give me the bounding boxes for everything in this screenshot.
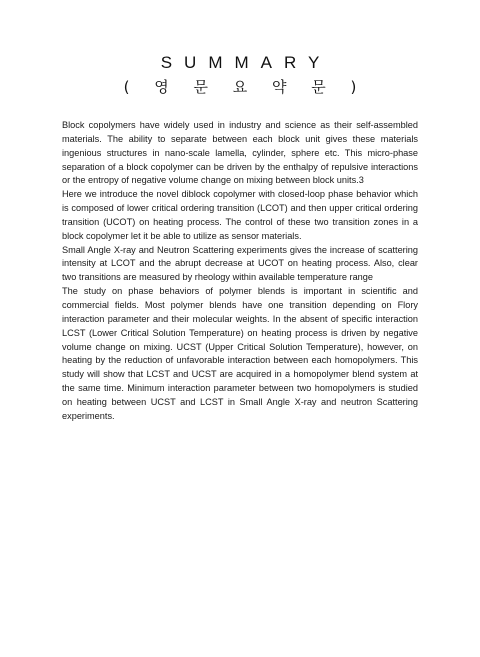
paragraph-polymer-blends: The study on phase behaviors of polymer blends is important in scientific and commercial fields. Most polymer blends have one transition depending on Flory interaction parameter and their molecular weights. In the absent of specific interaction LCST (Lower Critical Solution Temperature) on heating process is driven by negative volume change on mixing. UCST (Upper Critical Solution Temperature), however, on heating by the reduction of unfavorable interaction between each homopolymers. This study will show that LCST and UCST are acquired in a homopolymer blend system at the same time. Minimum interaction parameter between two homopolymers is studied on heating between UCST and LCST in Small Angle X-ray and neutron Scattering experiments.: [62, 286, 418, 421]
summary-body: [62, 119, 418, 424]
paragraph-scattering-experiments: Small Angle X-ray and Neutron Scattering experiments gives the increase of scattering intensity at LCOT and the abrupt decrease at UCOT on heating process. Also, clear two transitions are measured by rheology within available temperature range: [62, 244, 418, 283]
paragraph-block-copolymers: Block copolymers have widely used in industry and science as their self-assembled materials. The ability to separate between each block unit gives these materials ingenious structures in nano-scale lamella, cylinder, sphere etc. This micro-phase separation of a block copolymer can be driven by the enthalpy of repulsive interactions or the entropy of negative volume change on mixing between block units.3: [62, 120, 418, 186]
document-title: SUMMARY: [160, 53, 332, 72]
document-subtitle: ( 영 문 요 약 문 ): [123, 78, 367, 96]
paragraph-diblock-copolymer: Here we introduce the novel diblock copolymer with closed-loop phase behavior which is composed of lower critical ordering transition (LCOT) and then upper critical ordering transition (UCOT) on heating process. The control of these two transition zones in a block copolymer let it be able to utilize as sensor materials.: [62, 189, 418, 241]
